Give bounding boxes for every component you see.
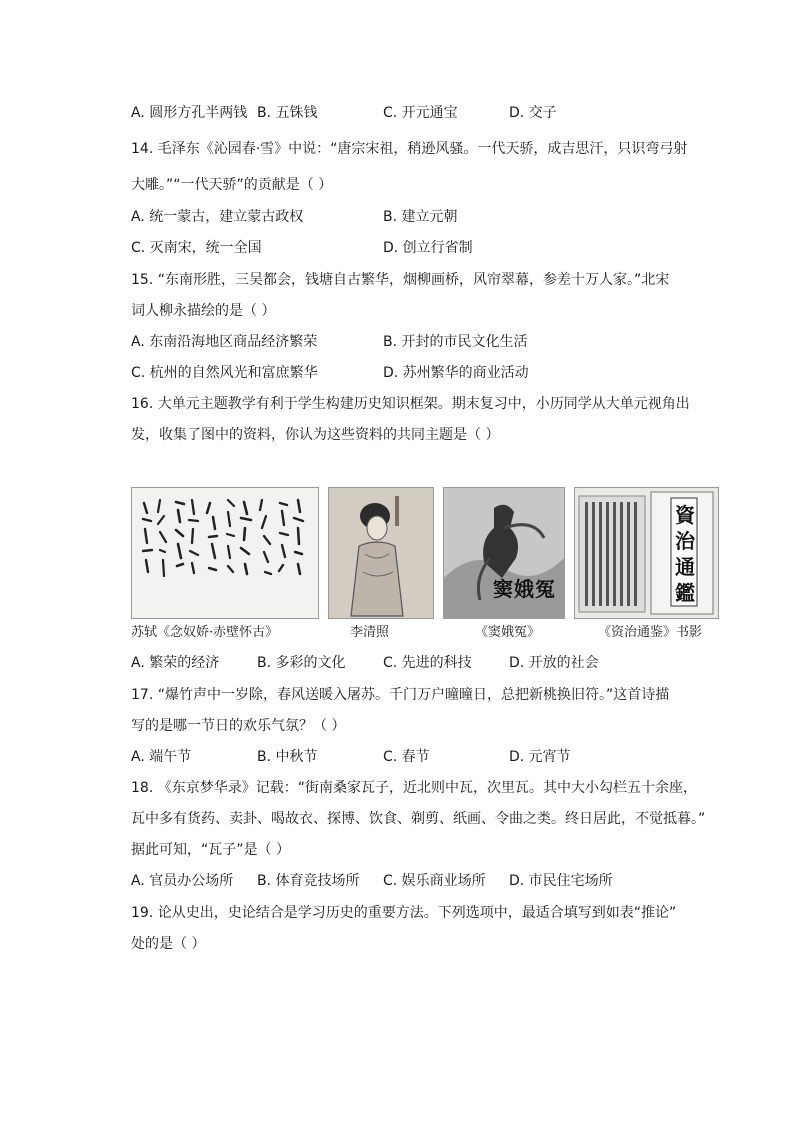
q14-option-d: D. 创立行省制 xyxy=(383,240,473,256)
drama-title: 窦娥冤 xyxy=(493,577,556,601)
portrait-figure xyxy=(329,488,433,618)
q15-stem-line2: 词人柳永描绘的是（ ） xyxy=(131,303,276,319)
q17-option-d: D. 元宵节 xyxy=(509,749,571,765)
q14-stem-line2: 大雕。”“一代天骄”的贡献是（ ） xyxy=(131,177,333,193)
q14-option-a: A. 统一蒙古，建立蒙古政权 xyxy=(131,209,304,225)
q15-option-a: A. 东南沿海地区商品经济繁荣 xyxy=(131,334,318,350)
li-qingzhao-portrait xyxy=(328,487,434,619)
q17-stem-line1: 17. “爆竹声中一岁除，春风送暖入屠苏。千门万户曈曈日，总把新桃换旧符。”这首诗描 xyxy=(131,687,670,703)
q18-stem-line1: 18. 《东京梦华录》记载：“街南桑家瓦子，近北则中瓦，次里瓦。其中大小勾栏五十余座， xyxy=(131,780,697,796)
q13-option-c: C. 开元通宝 xyxy=(383,105,458,121)
q17-option-b: B. 中秋节 xyxy=(257,749,318,765)
zizhi-tongjian-image xyxy=(574,487,719,619)
q16-option-c: C. 先进的科技 xyxy=(383,655,472,671)
q14-option-c: C. 灭南宋，统一全国 xyxy=(131,240,262,256)
q17-stem-line2: 写的是哪一节日的欢乐气氛？（ ） xyxy=(131,718,346,734)
caption-li-qingzhao: 李清照 xyxy=(350,625,390,640)
q13-option-d: D. 交子 xyxy=(509,105,557,121)
q17-option-c: C. 春节 xyxy=(383,749,430,765)
q13-option-b: B. 五铢钱 xyxy=(257,105,318,121)
q14-stem-line1: 14. 毛泽东《沁园春·雪》中说：“唐宗宋祖，稍逊风骚。一代天骄，成吉思汗，只识弯弓射 xyxy=(131,141,688,157)
dou-e-yuan-image xyxy=(443,487,565,619)
q15-stem-line1: 15. “东南形胜，三吴都会，钱塘自古繁华，烟柳画桥，风帘翠幕，参差十万人家。”北宋 xyxy=(131,272,670,288)
q17-option-a: A. 端午节 xyxy=(131,749,192,765)
calligraphy-image xyxy=(131,487,319,619)
q16-stem-line1: 16. 大单元主题教学有利于学生构建历史知识框架。期末复习中，小历同学从大单元视角出 xyxy=(131,396,690,412)
q19-stem-line2: 处的是（ ） xyxy=(131,936,206,952)
q18-option-b: B. 体育竞技场所 xyxy=(257,873,360,889)
q16-stem-line2: 发，收集了图中的资料，你认为这些资料的共同主题是（ ） xyxy=(131,427,500,443)
q19-stem-line1: 19. 论从史出，史论结合是学习历史的重要方法。下列选项中，最适合填写到如表“推论” xyxy=(131,905,677,921)
caption-zizhi-tongjian: 《资治通鉴》书影 xyxy=(598,625,703,640)
q16-option-a: A. 繁荣的经济 xyxy=(131,655,220,671)
q13-option-a: A. 圆形方孔半两钱 xyxy=(131,105,248,121)
q15-option-c: C. 杭州的自然风光和富庶繁华 xyxy=(131,365,318,381)
caption-su-shi: 苏轼《念奴娇·赤壁怀古》 xyxy=(131,625,279,640)
q18-option-d: D. 市民住宅场所 xyxy=(509,873,613,889)
caption-dou-e-yuan: 《窦娥冤》 xyxy=(475,625,541,640)
q16-option-d: D. 开放的社会 xyxy=(509,655,599,671)
q15-option-b: B. 开封的市民文化生活 xyxy=(383,334,528,350)
q15-option-d: D. 苏州繁华的商业活动 xyxy=(383,365,529,381)
book-title: 資治通鑑 xyxy=(675,503,695,605)
q16-option-b: B. 多彩的文化 xyxy=(257,655,346,671)
q18-option-c: C. 娱乐商业场所 xyxy=(383,873,486,889)
calligraphy-strokes xyxy=(132,488,318,618)
q18-stem-line2: 瓦中多有货药、卖卦、喝故衣、探博、饮食、剃剪、纸画、令曲之类。终日居此，不觉抵暮。” xyxy=(131,811,706,827)
q18-stem-line3: 据此可知，“瓦子”是（ ） xyxy=(131,842,290,858)
q16-figure-row xyxy=(131,487,719,617)
q18-option-a: A. 官员办公场所 xyxy=(131,873,234,889)
q14-option-b: B. 建立元朝 xyxy=(383,209,458,225)
